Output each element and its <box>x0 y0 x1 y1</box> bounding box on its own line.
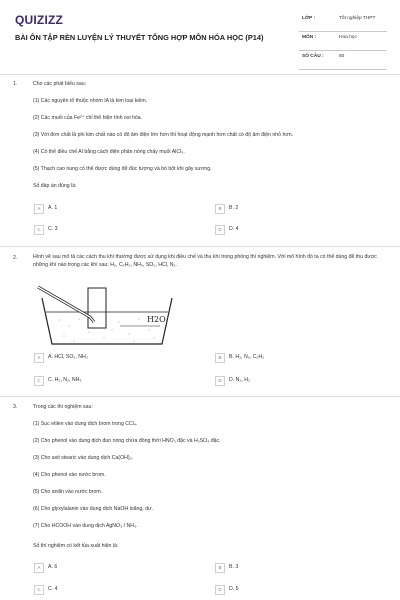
option-text: A. 1 <box>48 205 58 211</box>
page-header <box>0 0 400 68</box>
option-text: A. 6 <box>48 564 58 570</box>
option-text: A. HCl, SO₂, NH₃ <box>48 354 88 360</box>
question-prompt: Trong các thí nghiệm sau: <box>33 404 93 410</box>
statement: (7) Cho HCOOH vào dung dịch AgNO₃ / NH₃. <box>33 523 138 529</box>
option-text: D. N₂, H₂ <box>229 377 251 383</box>
option-text: D. 5 <box>229 586 239 592</box>
divider <box>0 246 400 247</box>
meta-row-class <box>299 13 387 32</box>
option-text: C. H₂, N₂, NH₃ <box>48 377 82 383</box>
meta-label: SỐ CÂU : <box>302 54 324 59</box>
option-letter: A <box>34 204 44 214</box>
option-text: C. 4 <box>48 586 58 592</box>
option-letter: C <box>34 225 44 235</box>
statement: (3) Cho axit stearic vào dung dịch Ca(OH)₂. <box>33 455 134 461</box>
quizizz-logo: QUIZIZZ <box>15 13 64 27</box>
option-text: D. 4 <box>229 226 239 232</box>
meta-row-count <box>299 51 387 70</box>
question-number: 2. <box>13 255 18 261</box>
option-text: C. 3 <box>48 226 58 232</box>
statement: (4) Cho phenol vào nước brom. <box>33 472 106 478</box>
gas-collection-diagram <box>34 286 184 348</box>
statement: (2) Các muối của Fe²⁺ chỉ thể hiện tính oxi hóa. <box>33 115 143 121</box>
question-number: 3. <box>13 404 18 410</box>
divider <box>0 396 400 397</box>
document-title: BÀI ÔN TẬP RÈN LUYỆN LÝ THUYẾT TỔNG HỢP MÔN HÓA HỌC (P14) <box>15 33 264 42</box>
meta-value: Hóa học <box>339 35 357 40</box>
statement: (3) Với đơn chất là phi kim chất nào có độ âm điện lớn hơn thì hoạt động mạnh hơn chất có độ âm điện nhỏ hơn. <box>33 132 294 138</box>
option-letter: C <box>34 585 44 595</box>
option-letter: D <box>215 225 225 235</box>
meta-label: MÔN : <box>302 35 317 40</box>
question-number: 1. <box>13 81 18 87</box>
statement: (1) Sục etilen vào dung dịch brom trong CCl₄. <box>33 421 138 427</box>
statement: (1) Các nguyên tố thuộc nhóm IA là kim loại kiềm. <box>33 98 148 104</box>
statement: (5) Cho anilin vào nước brom. <box>33 489 103 495</box>
statement: (5) Thạch cao nung có thể được dùng để đúc tượng và bó bột khi gãy xương. <box>33 166 212 172</box>
meta-value: 50 <box>339 54 345 59</box>
option-text: B. H₂, N₂, C₂H₂ <box>229 354 265 360</box>
meta-row-subject <box>299 32 387 51</box>
meta-label: LỚP : <box>302 16 316 21</box>
question-line: Số thí nghiệm có kết tủa xuất hiện là: <box>33 543 119 549</box>
option-letter: A <box>34 353 44 363</box>
question-prompt: Cho các phát biểu sau: <box>33 81 87 87</box>
option-letter: B <box>215 563 225 573</box>
question-prompt: Hình vẽ sau mô tả các cách thu khí thường được sử dụng khi điều chế và thu khí trong phòng thí nghiệm. Với mô hình đó ta có thể dùng để thu được những khí nào trong các khí sau: H₂, C₂H₂, NH₃, SO₂, HCl, N₂. <box>33 254 377 268</box>
meta-table <box>299 13 387 70</box>
option-text: B. 2 <box>229 205 239 211</box>
statement: (4) Có thể điều chế Al bằng cách điện phân nóng chảy muối AlCl₃. <box>33 149 185 155</box>
meta-value: Tốt nghiệp THPT <box>339 16 376 21</box>
option-letter: D <box>215 585 225 595</box>
statement: (2) Cho phenol vào dung dịch đun nóng chứa đồng thời HNO₃ đặc và H₂SO₄ đặc. <box>33 438 221 444</box>
option-letter: B <box>215 353 225 363</box>
water-label: H2O <box>147 315 166 324</box>
divider <box>0 74 400 75</box>
option-letter: D <box>215 376 225 386</box>
option-letter: C <box>34 376 44 386</box>
option-letter: B <box>215 204 225 214</box>
statement: (6) Cho glyxylalanin vào dung dịch NaOH loãng, dư. <box>33 506 153 512</box>
option-letter: A <box>34 563 44 573</box>
question-line: Số đáp án đúng là: <box>33 183 77 189</box>
option-text: B. 3 <box>229 564 239 570</box>
